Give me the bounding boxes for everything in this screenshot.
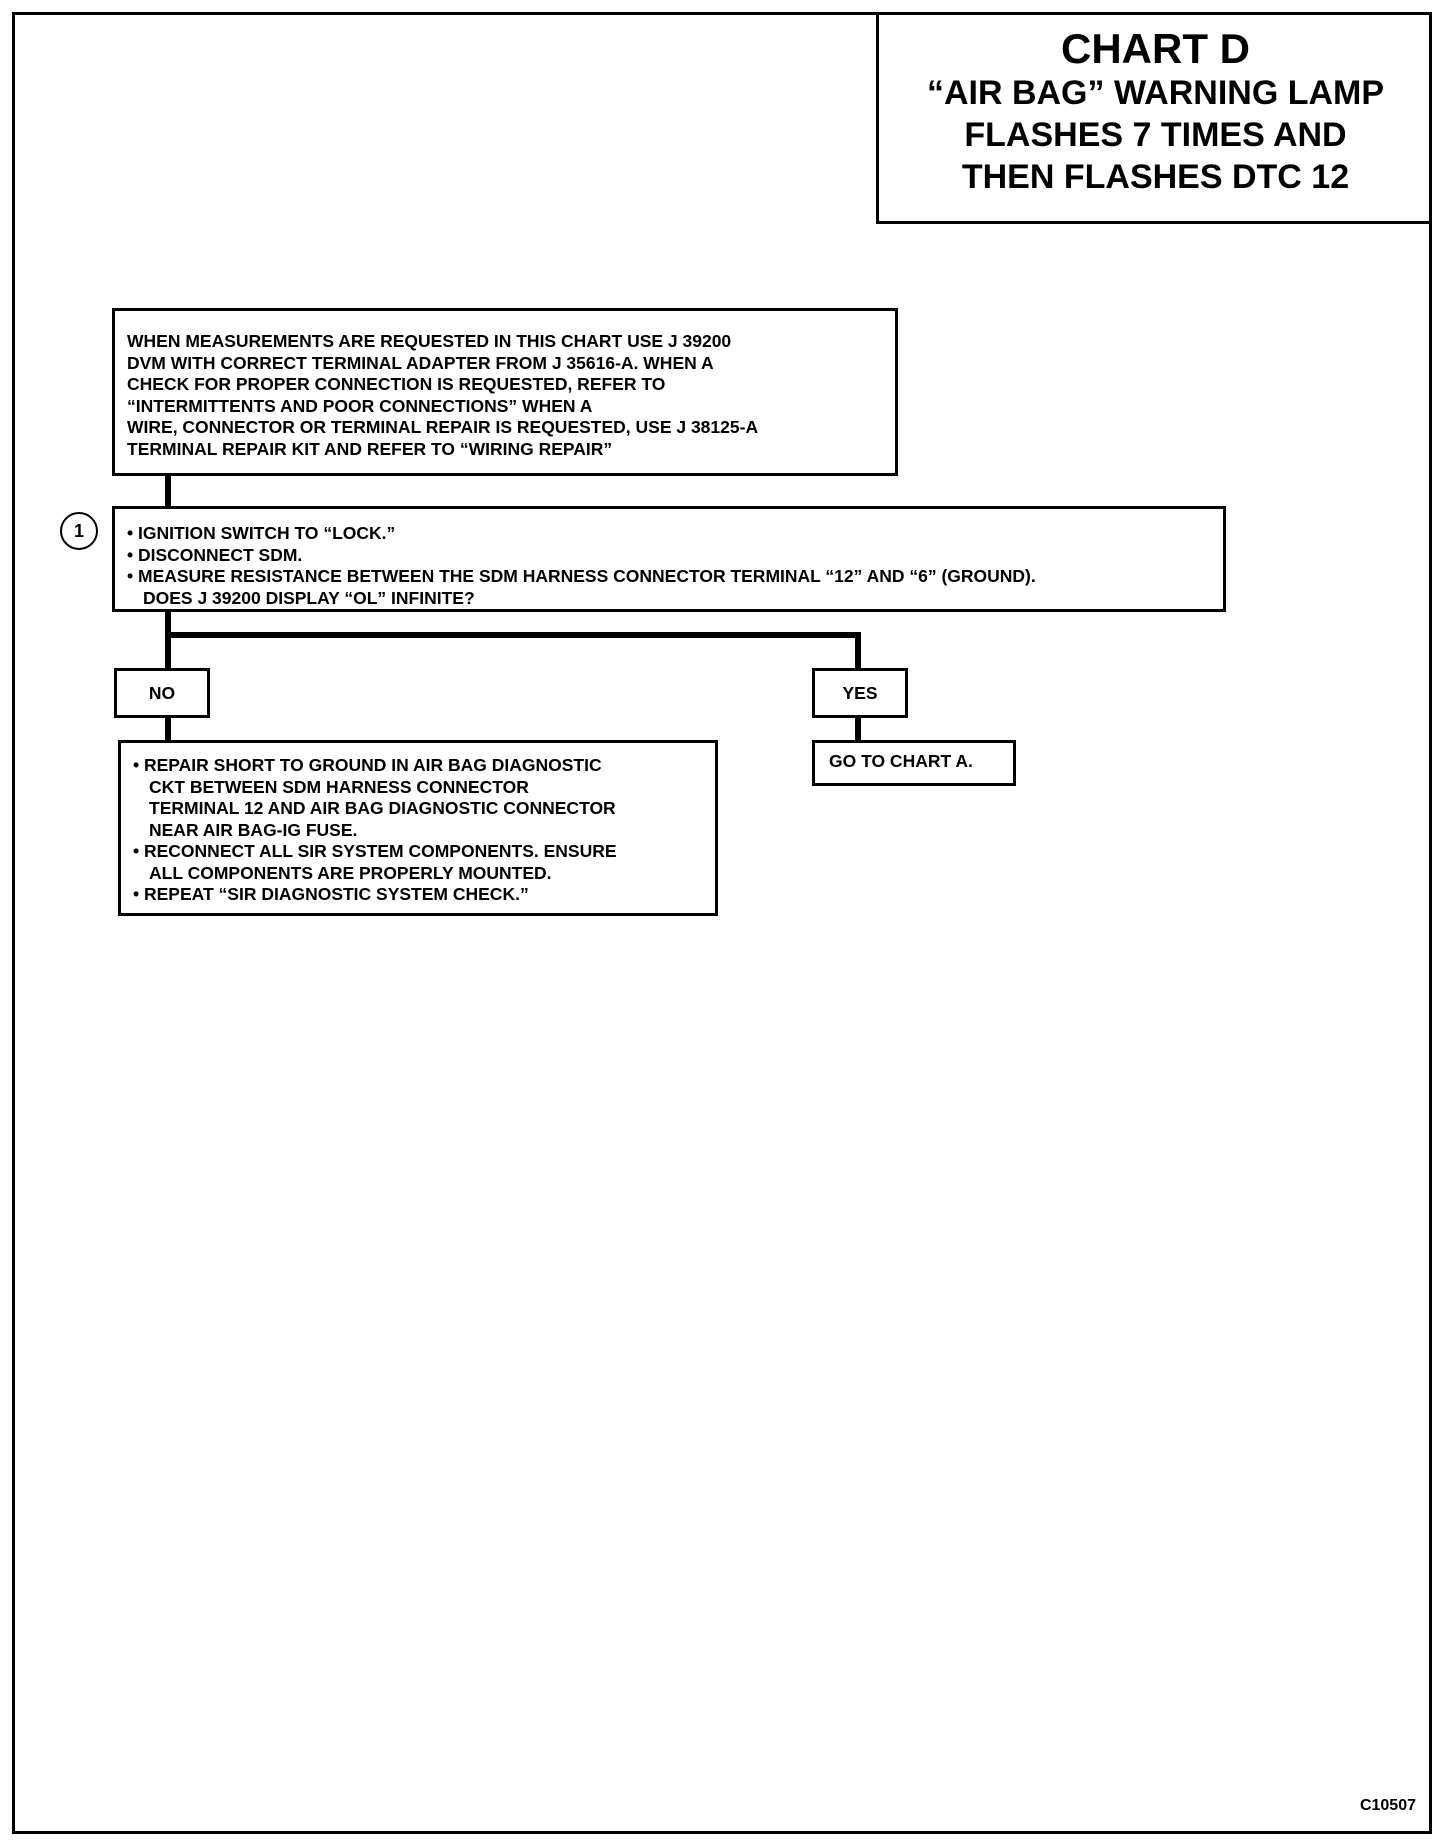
intro-line: WIRE, CONNECTOR OR TERMINAL REPAIR IS REQUESTED, USE J 38125-A (127, 417, 759, 437)
intro-line: “INTERMITTENTS AND POOR CONNECTIONS” WHEN A (127, 395, 593, 416)
yes-action-text: GO TO CHART A. (829, 751, 973, 771)
yes-action-box (812, 740, 1016, 786)
no-action-line: ALL COMPONENTS ARE PROPERLY MOUNTED. (149, 862, 552, 883)
no-action-line: TERMINAL 12 AND AIR BAG DIAGNOSTIC CONNECTOR (149, 798, 616, 818)
intro-instructions-box (112, 308, 898, 476)
intro-line: DVM WITH CORRECT TERMINAL ADAPTER FROM J 35616-A. WHEN A (127, 352, 714, 373)
chart-subtitle-line-1: “AIR BAG” WARNING LAMP (926, 74, 1385, 112)
connector-line (165, 718, 171, 740)
no-label-text: NO (148, 683, 176, 703)
chart-title: CHART D (1061, 25, 1250, 72)
no-action-line: • REPEAT “SIR DIAGNOSTIC SYSTEM CHECK.” (133, 884, 529, 904)
no-action-line: NEAR AIR BAG-IG FUSE. (149, 819, 358, 840)
connector-line (165, 476, 171, 506)
no-action-line: • RECONNECT ALL SIR SYSTEM COMPONENTS. ENSURE (133, 841, 617, 861)
connector-line (855, 718, 861, 740)
page-frame (12, 12, 1432, 1834)
no-action-line: • REPAIR SHORT TO GROUND IN AIR BAG DIAGNOSTIC (133, 755, 602, 775)
figure-code: C10507 (1359, 1797, 1416, 1814)
no-action-line: CKT BETWEEN SDM HARNESS CONNECTOR (149, 776, 529, 797)
step-number-circle: 1 (60, 512, 98, 550)
connector-line (165, 632, 171, 670)
intro-line: WHEN MEASUREMENTS ARE REQUESTED IN THIS CHART USE J 39200 (127, 331, 732, 351)
yes-label-text: YES (842, 683, 878, 703)
chart-subtitle-line-2: FLASHES 7 TIMES AND (964, 116, 1347, 154)
yes-branch-label (812, 668, 908, 718)
connector-line (855, 632, 861, 670)
step-1-bullet: • IGNITION SWITCH TO “LOCK.” (127, 523, 396, 543)
intro-line: CHECK FOR PROPER CONNECTION IS REQUESTED, REFER TO (127, 374, 666, 394)
no-branch-label (114, 668, 210, 718)
step-1-question: DOES J 39200 DISPLAY “OL” INFINITE? (143, 587, 475, 608)
step-1-bullet: • DISCONNECT SDM. (127, 544, 303, 565)
step-1-box (112, 506, 1226, 612)
step-1-bullet: • MEASURE RESISTANCE BETWEEN THE SDM HARNESS CONNECTOR TERMINAL “12” AND “6” (GROUND). (127, 566, 1036, 586)
intro-line: TERMINAL REPAIR KIT AND REFER TO “WIRING REPAIR” (127, 438, 613, 459)
branch-horizontal-line (165, 632, 861, 638)
chart-subtitle-line-3: THEN FLASHES DTC 12 (961, 158, 1350, 196)
chart-title-box (876, 12, 1432, 224)
no-action-box (118, 740, 718, 916)
